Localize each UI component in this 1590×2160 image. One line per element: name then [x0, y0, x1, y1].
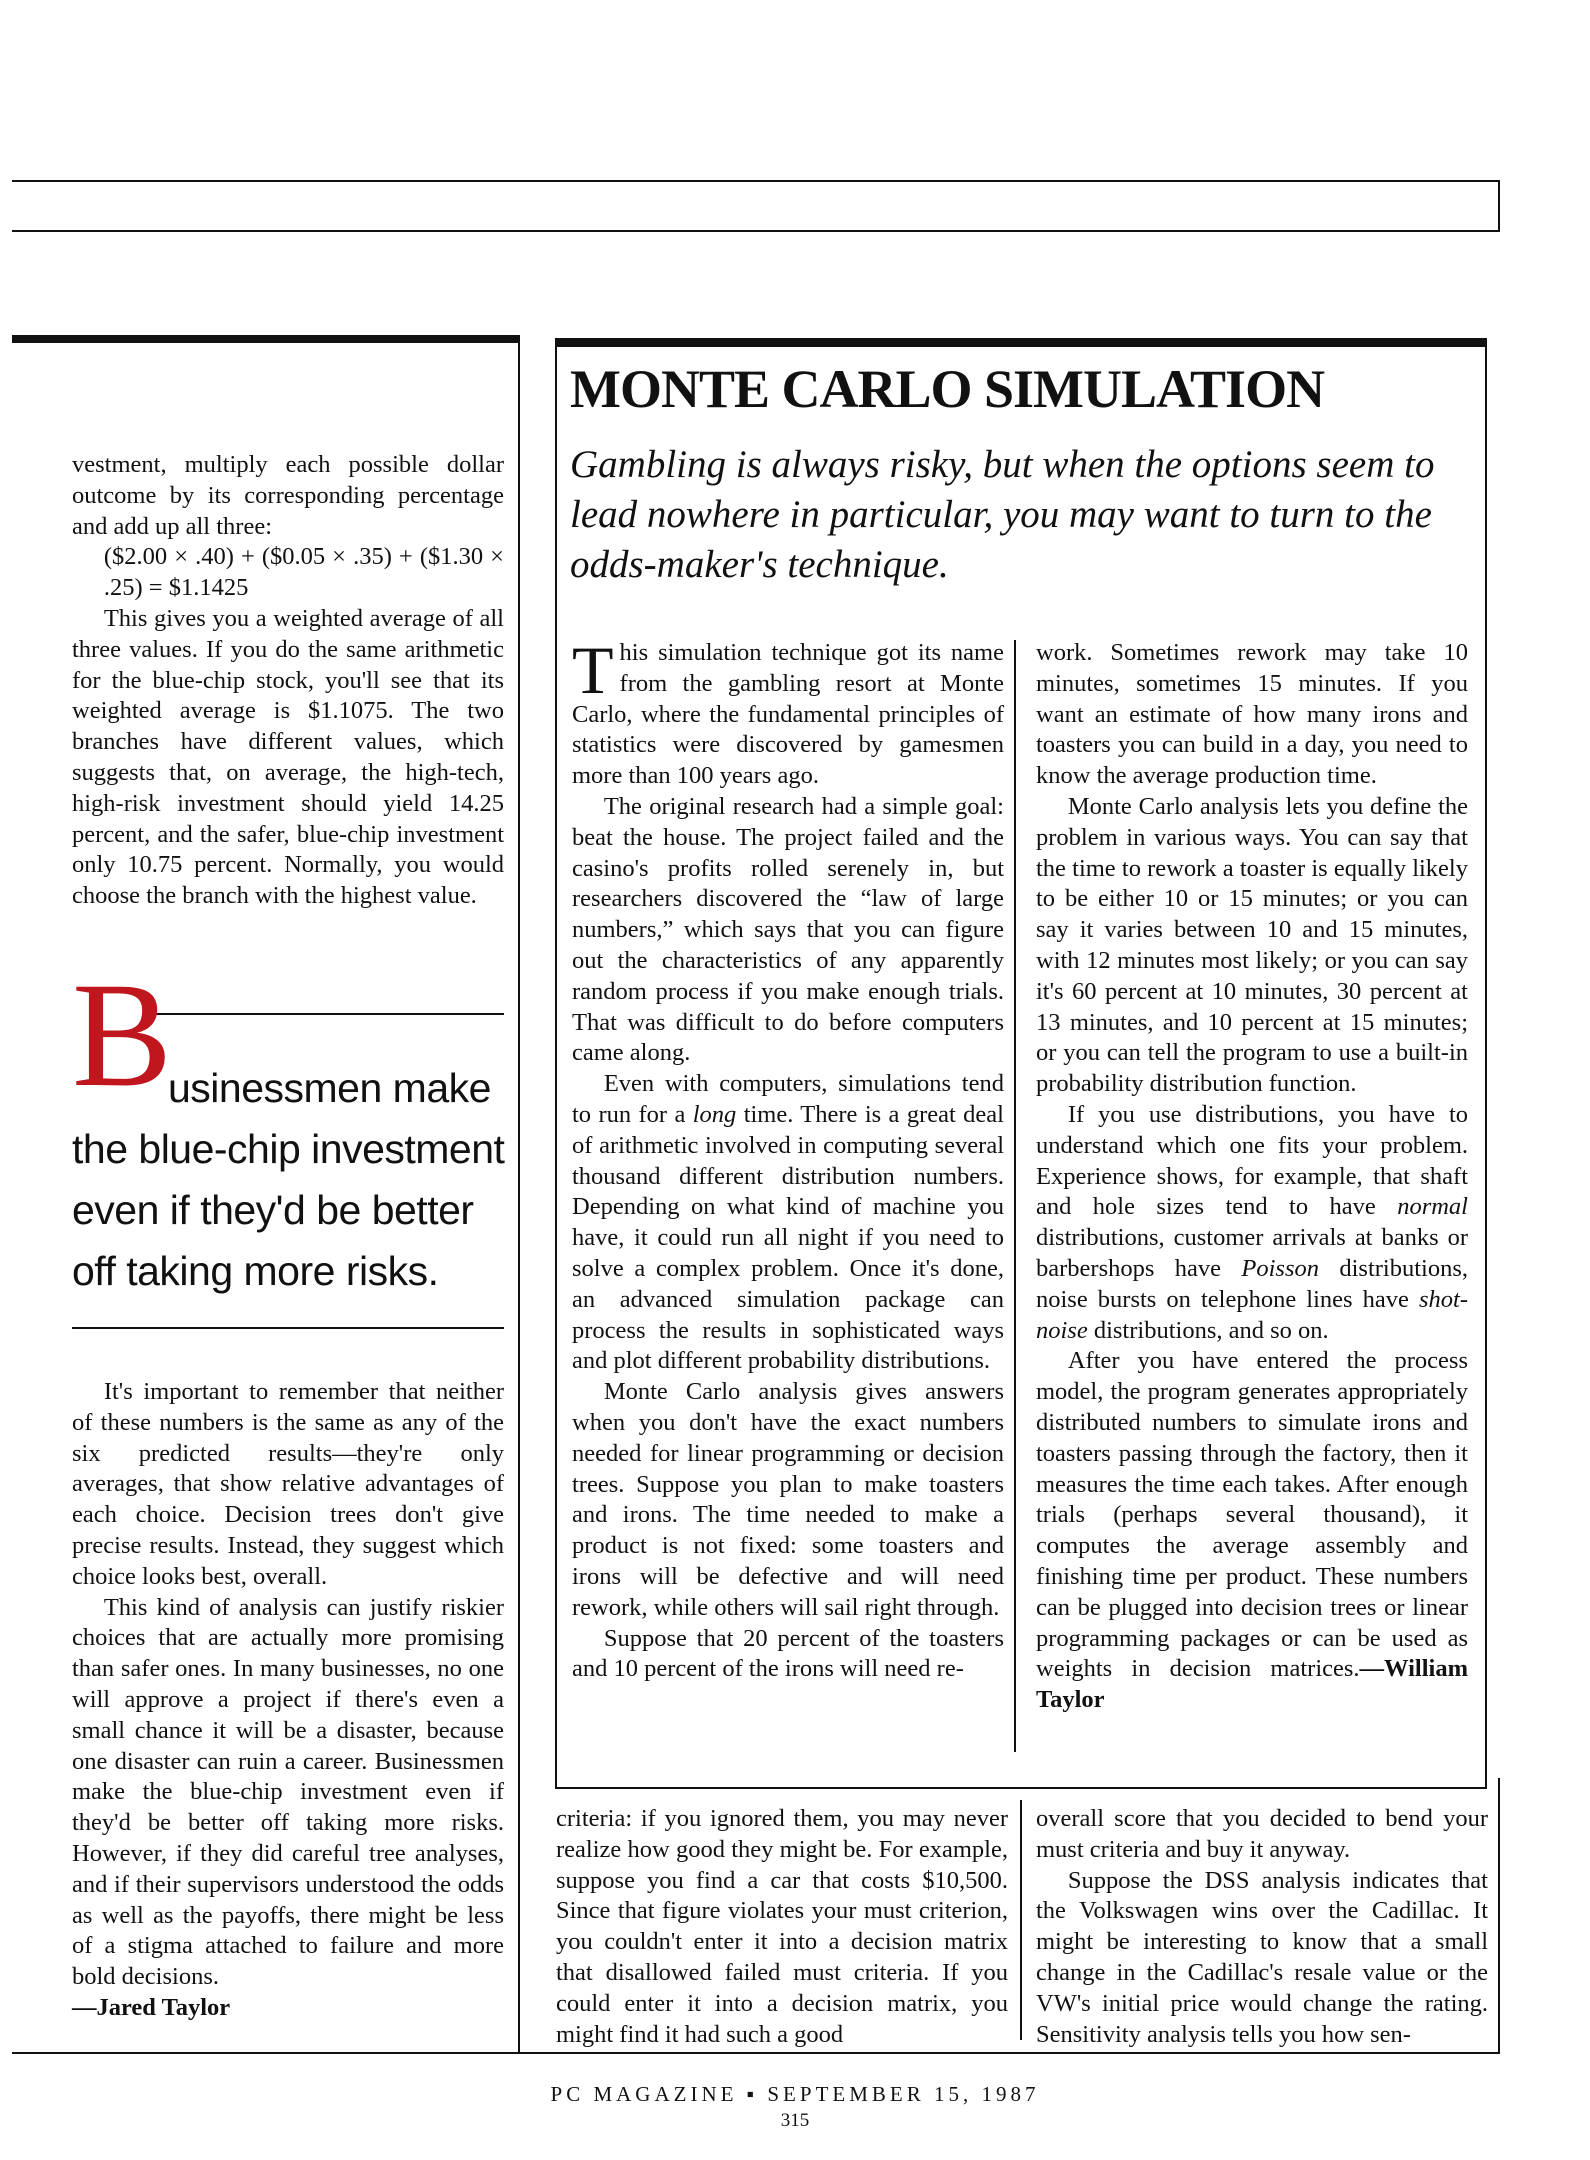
- left-column-bottom-text: [72, 1377, 504, 2024]
- text-run: distributions, noise bursts on telephone lines have: [1036, 1254, 1468, 1313]
- byline-jared-taylor: —Jared Taylor: [72, 1993, 231, 2021]
- bottom-column-divider: [1020, 1800, 1022, 2040]
- page-number: 315: [780, 2110, 810, 2131]
- sidebar-column-divider: [1014, 640, 1016, 1752]
- emphasis: shot-noise: [1036, 1285, 1468, 1344]
- paragraph: Monte Carlo analysis lets you define the problem in various ways. You can say that the time to rework a toaster is equally likely to be either 10 or 15 minutes; or you can say it varies between 10 and 15 minutes, with 12 minutes most likely; or you can say it's 60 percent at 10 minutes, 30 percent at 13 minutes, and 10 percent at 15 minutes; or you can tell the program to use a built-in probability distribution function.: [1036, 792, 1468, 1098]
- paragraph: This gives you a weighted average of all three values. If you do the same arithmetic for the blue-chip stock, you'll see that its weighted average is $1.1075. The two branches have different values, which suggests that, on average, the high-tech, high-risk investment should yield 14.25 percent, and the safer, blue-chip investment only 10.75 percent. Normally, you would choose the branch with the highest value.: [72, 604, 504, 910]
- paragraph-text: his simulation technique got its name from the gambling resort at Monte Carlo, where the fundamental principles of statistics were discovered by gamesmen more than 100 years ago.: [572, 639, 1004, 790]
- paragraph: Suppose that 20 percent of the toasters and 10 percent of the irons will need re-: [572, 1624, 1004, 1683]
- paragraph: work. Sometimes rework may take 10 minutes, sometimes 15 minutes. If you want an estimate of how many irons and toasters you can build in a day, you need to know the average production time.: [1036, 639, 1468, 790]
- paragraph: [1036, 1346, 1468, 1716]
- left-column-top-bar: [12, 335, 520, 343]
- paragraph: It's important to remember that neither of these numbers is the same as any of the six predicted results—they're only averages, that show relative advantages of each choice. Decision trees don't give precise results. Instead, they suggest which choice looks best, overall.: [72, 1378, 504, 1590]
- sidebar-headline: MONTE CARLO SIMULATION: [570, 359, 1325, 419]
- text-run: distributions, and so on.: [1087, 1316, 1329, 1344]
- dropcap-t: T: [572, 632, 614, 708]
- emphasis: normal: [1397, 1193, 1468, 1221]
- paragraph: [1036, 1100, 1468, 1346]
- page-right-border: [1498, 1778, 1500, 2054]
- pullquote-first-line: usinessmen make: [168, 1065, 491, 1111]
- paragraph: overall score that you decided to bend your must criteria and buy it anyway.: [1036, 1805, 1488, 1863]
- text-run: distributions, customer arrivals at banks or barbershops have: [1036, 1224, 1468, 1282]
- emphasis: Poisson: [1241, 1254, 1319, 1282]
- paragraph: The original research had a simple goal: beat the house. The project failed and the casino's profits rolled serenely in, but researchers discovered the “law of large numbers,” which says that you can figure out the characteristics of any apparently random process if you make enough trials. That was difficult to do before computers came along.: [572, 792, 1004, 1067]
- paragraph: This kind of analysis can justify riskier choices that are actually more promising than safer ones. In many businesses, no one will approve a project if there's even a small chance it will be a disaster, because one disaster can ruin a career. Businessmen make the blue-chip investment even if they'd be better off taking more risks. However, if they did careful tree analyses, and if their supervisors understood the odds as well as the payoffs, there might be less of a stigma attached to failure and more bold decisions.: [72, 1593, 504, 1991]
- page-footer-masthead: PC MAGAZINE ▪ SEPTEMBER 15, 1987: [550, 2082, 1040, 2106]
- top-rule-upper: [12, 180, 1500, 182]
- text-run: time. There is a great deal of arithmetic involved in computing several thousand different distribution numbers. Depending on what kind of machine you have, it could run all night if you need to solve a complex problem. Once it's done, an advanced simulation package can process the results in sophisticated ways and plot different probability distributions.: [572, 1100, 1004, 1375]
- paragraph: Suppose the DSS analysis indicates that the Volkswagen wins over the Cadillac. It might be interesting to know that a small change in the Cadillac's resale value or the VW's initial price would change the rating. Sensitivity analysis tells you how sen-: [1036, 1866, 1488, 2048]
- emphasis: long: [692, 1100, 737, 1128]
- pullquote-bottom-rule: [72, 1327, 504, 1329]
- pullquote-initial: B: [72, 952, 173, 1118]
- sidebar-column-2: [1036, 638, 1468, 1716]
- bottom-right-column: [1036, 1804, 1488, 2050]
- top-rule-right-edge: [1498, 180, 1500, 232]
- paragraph: [572, 1069, 1004, 1377]
- byline-william-taylor: —William Taylor: [1036, 1655, 1468, 1714]
- text-run: Even with computers, simulations tend to run for a: [572, 1070, 1004, 1128]
- paragraph: Monte Carlo analysis gives answers when you don't have the exact numbers needed for linear programming or decision trees. Suppose you plan to make toasters and irons. The time needed to make a product is not fixed: some toasters and irons will be defective and will need rework, while others will sail right through.: [572, 1378, 1004, 1621]
- pullquote-text: [72, 1119, 512, 1302]
- pullquote-top-rule: [150, 1013, 504, 1015]
- page-bottom-rule: [12, 2052, 1500, 2054]
- text-run: After you have entered the process model, the program generates appropriately distributed numbers to simulate irons and toasters passing through the factory, then it measures the time each takes. After enough trials (perhaps several thousand), it computes the average assembly and finishing time per product. These numbers can be plugged into decision trees or linear programming packages or can be used as weights in decision matrices.: [1036, 1347, 1468, 1683]
- bottom-middle-column: [556, 1804, 1008, 2050]
- top-rule-lower: [12, 230, 1500, 232]
- text-run: If you use distributions, you have to understand which one fits your problem. Experience shows, for example, that shaft and hole sizes tend to have: [1036, 1100, 1468, 1221]
- paragraph: vestment, multiply each possible dollar outcome by its corresponding percentage and add up all three:: [72, 451, 504, 540]
- left-column-right-border: [518, 335, 520, 2052]
- weighted-average-equation: ($2.00 × .40) + ($0.05 × .35) + ($1.30 × .25) = $1.1425: [103, 543, 504, 602]
- pullquote-rest: the blue-chip investment even if they'd be better off taking more risks.: [72, 1126, 505, 1294]
- paragraph: [572, 632, 1004, 792]
- sidebar-column-1: [572, 632, 1004, 1685]
- left-column-top-text: [72, 450, 504, 912]
- sidebar-deck: Gambling is always risky, but when the options seem to lead nowhere in particular, you may want to turn to the odds-maker's technique.: [570, 443, 1435, 586]
- paragraph: criteria: if you ignored them, you may never realize how good they might be. For example, suppose you find a car that costs $10,500. Since that figure violates your must criterion, you couldn't enter it into a decision matrix that disallowed failed must criteria. If you could enter it into a decision matrix, you might find it had such a good: [556, 1805, 1008, 2048]
